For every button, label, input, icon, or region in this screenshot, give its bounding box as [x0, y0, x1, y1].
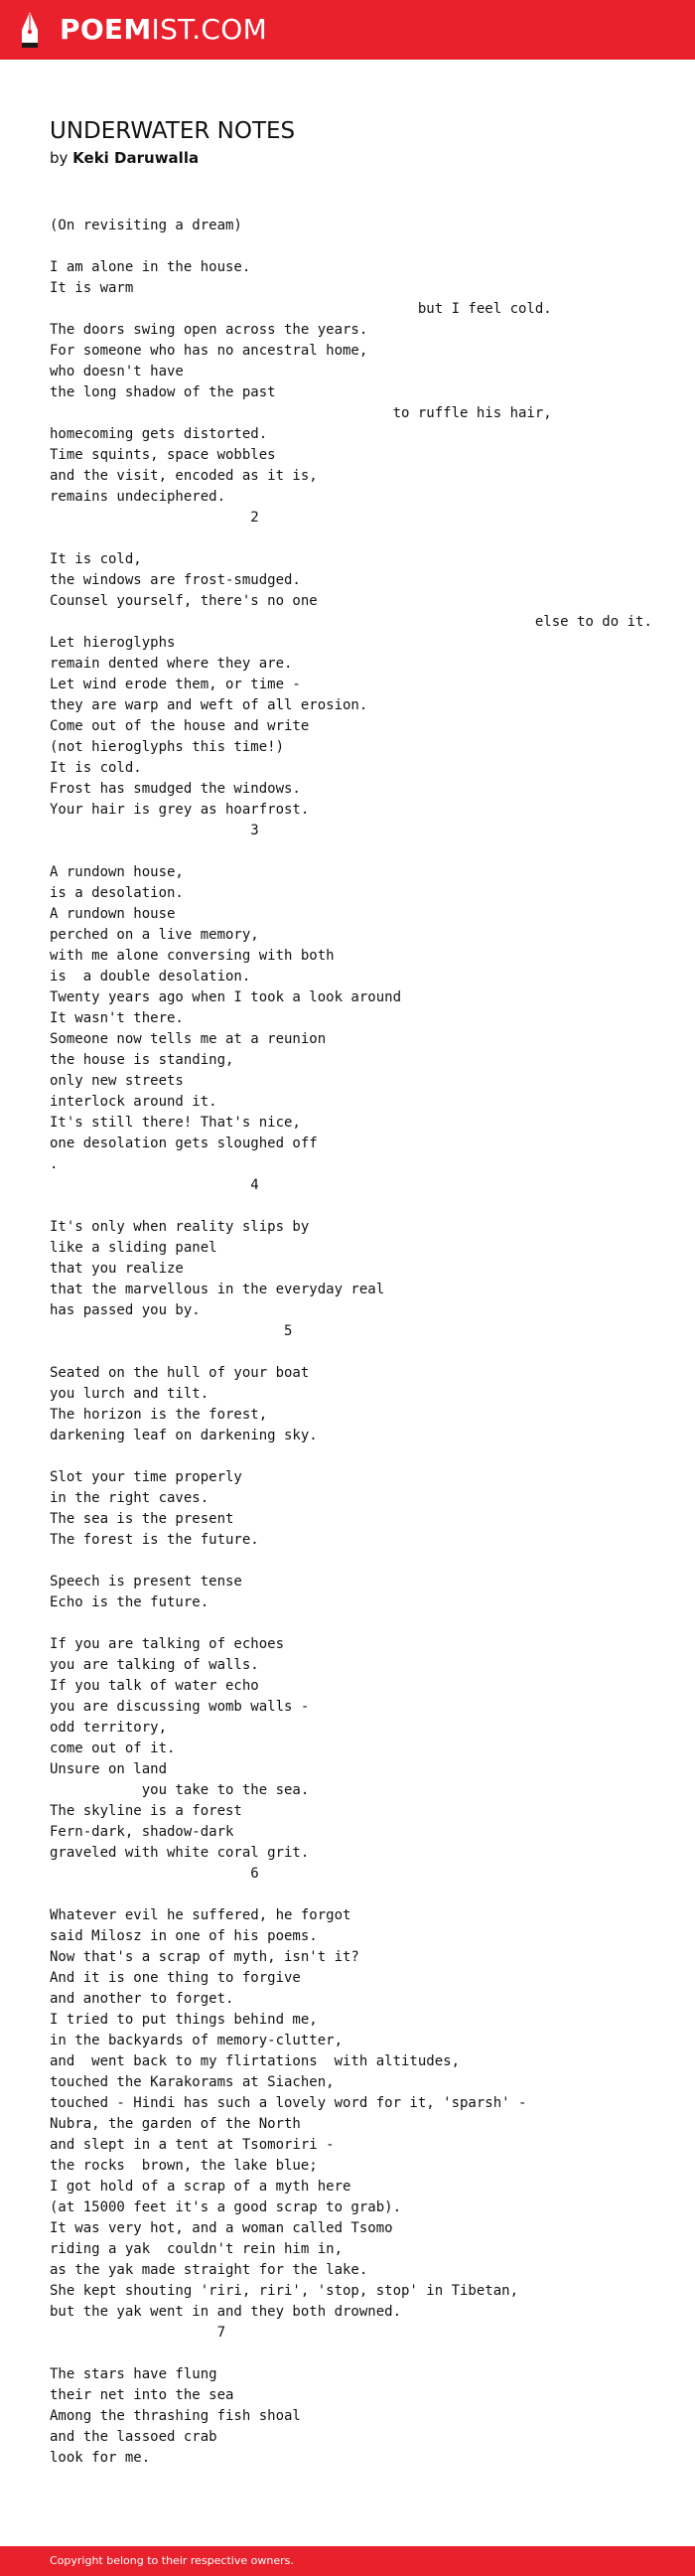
logo-light-text: IST.COM	[151, 13, 268, 46]
author-name: Keki Daruwalla	[72, 149, 200, 167]
site-logo[interactable]	[60, 13, 267, 47]
byline-prefix: by	[50, 149, 73, 167]
site-footer	[0, 2546, 695, 2576]
pen-nib-icon	[17, 10, 43, 50]
byline	[50, 147, 199, 169]
site-header	[0, 0, 695, 60]
poem-body: (On revisiting a dream) I am alone in the house. It is warm but I feel cold. The doors swing open across the years. For someone who has no ancestral home, who doesn't have the long shadow of the past to ruffle his hair, homecoming gets distorted. Time squints, space wobbles and the visit, encoded as it is, remains undeciphered. 2 It is cold, the windows are frost-smudged. Counsel yourself, there's no one else to do it. Let hieroglyphs remain dented where they are. Let wind erode them, or time - they are warp and weft of all erosion. Come out of the house and write (not hieroglyphs this time!) It is cold. Frost has smudged the windows. Your hair is grey as hoarfrost. 3 A rundown house, is a desolation. A rundown house perched on a live memory, with me alone conversing with both is a double desolation. Twenty years ago when I took a look around It wasn't there. Someone now tells me at a reunion the house is standing, only new streets interlock around it. It's still there! That's nice, one desolation gets sloughed off . 4 It's only when reality slips by like a sliding panel that you realize that the marvellous in the everyday real has passed you by. 5 Seated on the hull of your boat you lurch and tilt. The horizon is the forest, darkening leaf on darkening sky. Slot your time properly in the right caves. The sea is the present The forest is the future. Speech is present tense Echo is the future. If you are talking of echoes you are talking of walls. If you talk of water echo you are discussing womb walls - odd territory, come out of it. Unsure on land you take to the sea. The skyline is a forest Fern-dark, shadow-dark graveled with white coral grit. 6 Whatever evil he suffered, he forgot said Milosz in one of his poems. Now that's a scrap of myth, isn't it? And it is one thing to forgive and another to forget. I tried to put things behind me, in the backyards of memory-clutter, and went back to my flirtations with altitudes, touched the Karakorams at Siachen, touched - Hindi has such a lovely word for it, 'sparsh' - Nubra, the garden of the North and slept in a tent at Tsomoriri - the rocks brown, the lake blue; I got hold of a scrap of a myth here (at 15000 feet it's a good scrap to grab). It was very hot, and a woman called Tsomo riding a yak couldn't rein him in, as the yak made straight for the lake. She kept shouting 'riri, riri', 'stop, stop' in Tibetan, but the yak went in and they both drowned. 7 The stars have flung their net into the sea Among the thrashing fish shoal and the lassoed crab look for me.	[50, 218, 652, 2466]
copyright-text: Copyright belong to their respective owners.	[50, 2554, 294, 2567]
logo-bold-text: POEM	[60, 13, 152, 46]
poem-title: UNDERWATER NOTES	[50, 118, 296, 144]
